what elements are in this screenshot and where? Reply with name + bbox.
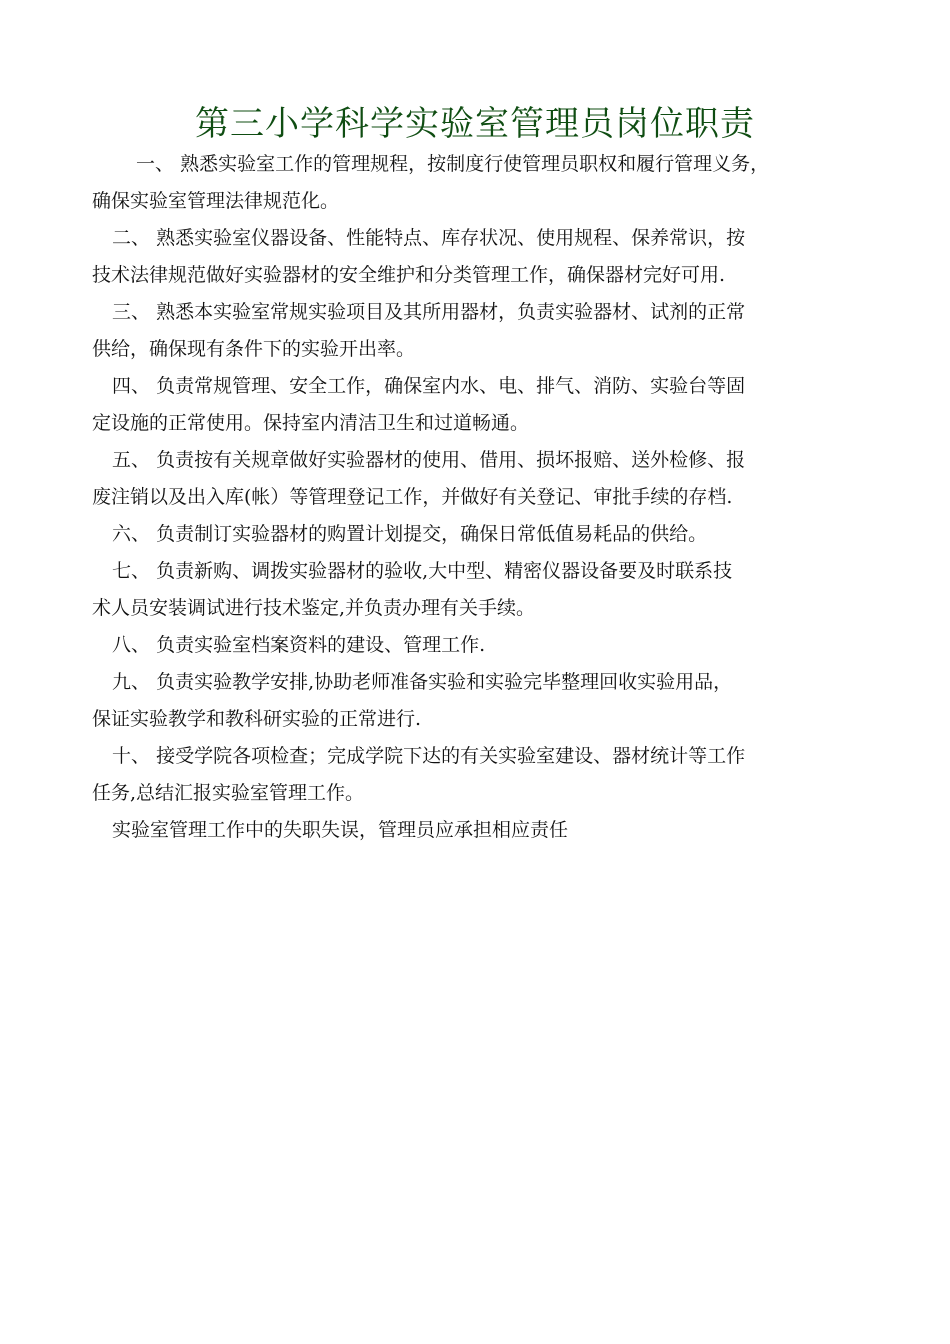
duty-item-line [92, 442, 862, 479]
duty-text: 负责新购、调拨实验器材的验收,大中型、精密仪器设备要及时联系技 [156, 560, 733, 582]
duty-text: 废注销以及出入库(帐）等管理登记工作，并做好有关登记、审批手续的存档. [92, 486, 733, 508]
duty-number: 三、 [112, 301, 151, 323]
duty-text: 熟悉本实验室常规实验项目及其所用器材，负责实验器材、试剂的正常 [156, 301, 746, 323]
duty-text: 负责制订实验器材的购置计划提交，确保日常低值易耗品的供给。 [156, 523, 708, 545]
duty-text: 熟悉实验室工作的管理规程，按制度行使管理员职权和履行管理义务， [180, 153, 770, 175]
duty-item-line [92, 146, 862, 183]
duty-number: 六、 [112, 523, 151, 545]
duty-text: 负责常规管理、安全工作，确保室内水、电、排气、消防、实验台等固 [156, 375, 746, 397]
duty-text: 供给，确保现有条件下的实验开出率。 [92, 338, 416, 360]
duty-text: 术人员安装调试进行技术鉴定,并负责办理有关手续。 [92, 597, 536, 619]
duty-text: 保证实验教学和教科研实验的正常进行. [92, 708, 422, 730]
duty-item-5 [92, 442, 862, 516]
duty-number: 七、 [112, 560, 151, 582]
duty-number: 四、 [112, 375, 151, 397]
duty-text: 确保实验室管理法律规范化。 [92, 190, 340, 212]
duty-text: 定设施的正常使用。保持室内清洁卫生和过道畅通。 [92, 412, 530, 434]
duty-item-9 [92, 664, 862, 738]
duty-item-6 [92, 516, 862, 553]
duty-number: 一、 [136, 153, 175, 175]
duty-text: 熟悉实验室仪器设备、性能特点、库存状况、使用规程、保养常识，按 [156, 227, 746, 249]
duty-item-line [92, 368, 862, 405]
document-title: 第三小学科学实验室管理员岗位职责 [195, 104, 755, 144]
duty-number: 五、 [112, 449, 151, 471]
duty-item-7 [92, 553, 862, 627]
duty-item-line [92, 516, 862, 553]
duty-item-line [92, 738, 862, 775]
duty-item-line [92, 664, 862, 701]
duty-item-line [92, 220, 862, 257]
duty-item-line [92, 627, 862, 664]
duty-text: 任务,总结汇报实验室管理工作。 [92, 782, 365, 804]
duty-item-10 [92, 738, 862, 812]
duty-item-4 [92, 368, 862, 442]
duty-item-3 [92, 294, 862, 368]
duty-number: 十、 [112, 745, 151, 767]
duty-text: 负责实验教学安排,协助老师准备实验和实验完毕整理回收实验用品， [156, 671, 733, 693]
duty-item-1 [92, 146, 862, 220]
closing-statement: 实验室管理工作中的失职失误，管理员应承担相应责任 [112, 819, 569, 841]
duty-item-line [92, 553, 862, 590]
duty-text: 接受学院各项检查；完成学院下达的有关实验室建设、器材统计等工作 [156, 745, 746, 767]
duty-text: 技术法律规范做好实验器材的安全维护和分类管理工作，确保器材完好可用. [92, 264, 726, 286]
document-body [92, 146, 862, 849]
duty-number: 八、 [112, 634, 151, 656]
duty-item-8 [92, 627, 862, 664]
duty-item-2 [92, 220, 862, 294]
duty-number: 二、 [112, 227, 151, 249]
duty-text: 负责按有关规章做好实验器材的使用、借用、损坏报赔、送外检修、报 [156, 449, 746, 471]
duty-number: 九、 [112, 671, 151, 693]
duty-text: 负责实验室档案资料的建设、管理工作. [156, 634, 486, 656]
duty-item-line [92, 294, 862, 331]
